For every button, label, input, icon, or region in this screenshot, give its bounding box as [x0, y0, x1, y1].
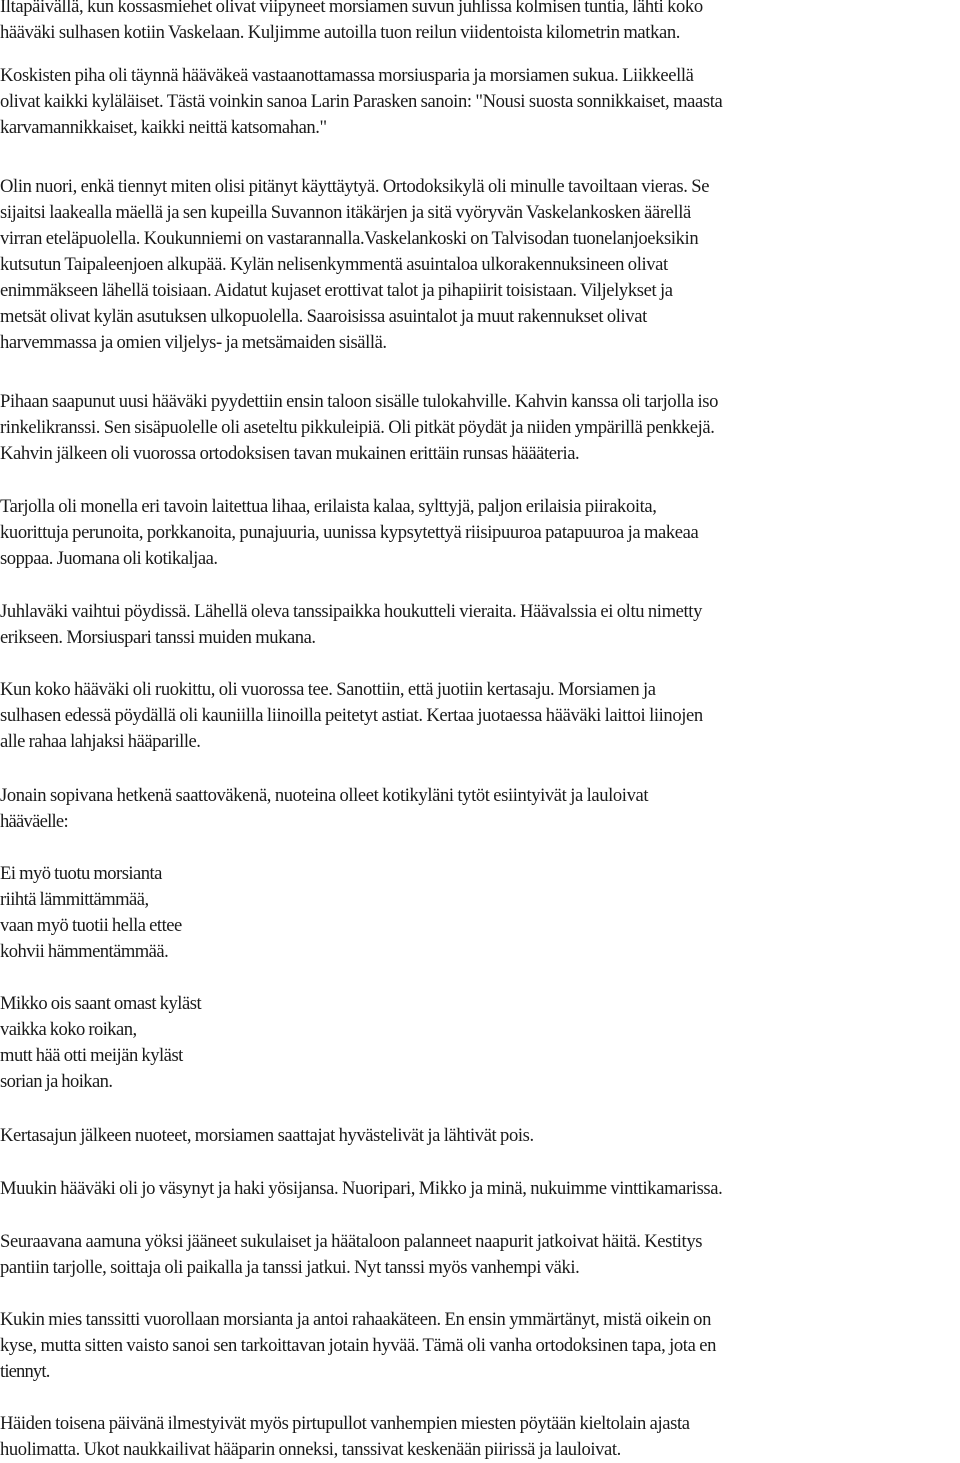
- paragraph-12: [0, 1307, 960, 1385]
- paragraph-13: [0, 1411, 960, 1463]
- text-line: metsät olivat kylän asutuksen ulkopuolella. Saaroisissa asuintalot ja muut rakennukset olivat: [0, 306, 647, 327]
- text-line: sijaitsi laakealla mäellä ja sen kupeilla Suvannon itäkärjen ja sitä vyöryvän Vaskelankosken äärellä: [0, 202, 691, 223]
- text-line: kuorittuja perunoita, porkkanoita, punajuuria, uunissa kypsytettyä riisipuuroa patapuuroa ja makeaa: [0, 522, 699, 543]
- paragraph-5: [0, 494, 960, 572]
- text-line: Tarjolla oli monella eri tavoin laitettua lihaa, erilaista kalaa, sylttyjä, paljon erilaisia piirakoita,: [0, 496, 657, 517]
- text-line: kyse, mutta sitten vaisto sanoi sen tarkoittavan jotain hyvää. Tämä oli vanha ortodoksinen tapa, jota en: [0, 1335, 716, 1356]
- text-line: soppaa. Juomana oli kotikaljaa.: [0, 548, 218, 569]
- text-line: Häiden toisena päivänä ilmestyivät myös pirtupullot vanhempien miesten pöytään kieltolain ajasta: [0, 1413, 690, 1434]
- text-line: alle rahaa lahjaksi hääparille.: [0, 731, 201, 752]
- text-line: hääväelle:: [0, 811, 68, 832]
- text-line: Seuraavana aamuna yöksi jääneet sukulaiset ja häätaloon palanneet naapurit jatkoivat häitä. Kestitys: [0, 1231, 703, 1252]
- poem-stanza-1: [0, 861, 960, 965]
- text-line: Kun koko hääväki oli ruokittu, oli vuorossa tee. Sanottiin, että juotiin kertasaju. Morsiamen ja: [0, 679, 656, 700]
- text-line: Olin nuori, enkä tiennyt miten olisi pitänyt käyttäytyä. Ortodoksikylä oli minulle tavoiltaan vieras. Se: [0, 176, 710, 197]
- text-line: rinkelikranssi. Sen sisäpuolelle oli aseteltu pikkuleipiä. Oli pitkät pöydät ja niiden ympärillä penkkejä.: [0, 417, 715, 438]
- text-line: tiennyt.: [0, 1361, 50, 1382]
- poem-stanza-2: [0, 991, 960, 1095]
- text-line: Juhlaväki vaihtui pöydissä. Lähellä oleva tanssipaikka houkutteli vieraita. Häävalssia ei oltu nimetty: [0, 601, 702, 622]
- text-line: Pihaan saapunut uusi hääväki pyydettiin ensin taloon sisälle tulokahville. Kahvin kanssa oli tarjolla iso: [0, 391, 719, 412]
- poem-line: sorian ja hoikan.: [0, 1071, 113, 1092]
- paragraph-2: [0, 63, 960, 141]
- text-line: pantiin tarjolle, soittaja oli paikalla ja tanssi jatkui. Nyt tanssi myös vanhempi väki.: [0, 1257, 580, 1278]
- text-line: olivat kaikki kyläläiset. Tästä voinkin sanoa Larin Parasken sanoin: "Nousi suosta sonnikkaiset, maasta: [0, 91, 723, 112]
- poem-line: kohvii hämmentämmää.: [0, 941, 169, 962]
- paragraph-10: [0, 1176, 960, 1202]
- paragraph-1: [0, 0, 960, 46]
- text-line: sulhasen edessä pöydällä oli kauniilla liinoilla peitetyt astiat. Kertaa juotaessa hääväki laittoi liinojen: [0, 705, 703, 726]
- text-line: Kukin mies tanssitti vuorollaan morsianta ja antoi rahaakäteen. En ensin ymmärtänyt, mistä oikein on: [0, 1309, 711, 1330]
- text-line: Iltapäivällä, kun kossasmiehet olivat viipyneet morsiamen suvun juhlissa kolmisen tuntia, lähti koko: [0, 0, 703, 17]
- text-line: hääväki sulhasen kotiin Vaskelaan. Kuljimme autoilla tuon reilun viidentoista kilometrin matkan.: [0, 22, 680, 43]
- text-line: karvamannikkaiset, kaikki neittä katsomahan.": [0, 117, 327, 138]
- paragraph-6: [0, 599, 960, 651]
- paragraph-11: [0, 1229, 960, 1281]
- poem-line: Mikko ois saant omast kyläst: [0, 993, 202, 1014]
- paragraph-9: [0, 1123, 960, 1149]
- paragraph-4: [0, 389, 960, 467]
- text-line: virran eteläpuolella. Koukunniemi on vastarannalla.Vaskelankoski on Talvisodan tuonelanjoeksikin: [0, 228, 699, 249]
- paragraph-8: [0, 783, 960, 835]
- poem-line: riihtä lämmittämmää,: [0, 889, 149, 910]
- text-line: kutsutun Taipaleenjoen alkupää. Kylän nelisenkymmentä asuintaloa ulkorakennuksineen olivat: [0, 254, 668, 275]
- text-line: huolimatta. Ukot naukkailivat hääparin onneksi, tanssivat keskenään piirissä ja lauloivat.: [0, 1439, 621, 1460]
- text-line: enimmäkseen lähellä toisiaan. Aidatut kujaset erottivat talot ja pihapiirit toisistaan. Viljelykset ja: [0, 280, 673, 301]
- text-line: harvemmassa ja omien viljelys- ja metsämaiden sisällä.: [0, 332, 387, 353]
- text-line: Jonain sopivana hetkenä saattoväkenä, nuoteina olleet kotikyläni tytöt esiintyivät ja lauloivat: [0, 785, 649, 806]
- text-line: Kertasajun jälkeen nuoteet, morsiamen saattajat hyvästelivät ja lähtivät pois.: [0, 1125, 534, 1146]
- text-line: Koskisten piha oli täynnä hääväkeä vastaanottamassa morsiusparia ja morsiamen sukua. Liikkeellä: [0, 65, 694, 86]
- poem-line: mutt hää otti meijän kyläst: [0, 1045, 183, 1066]
- poem-line: vaan myö tuotii hella ettee: [0, 915, 182, 936]
- text-line: Kahvin jälkeen oli vuorossa ortodoksisen tavan mukainen erittäin runsas häääteria.: [0, 443, 580, 464]
- paragraph-3: [0, 174, 960, 356]
- poem-line: Ei myö tuotu morsianta: [0, 863, 162, 884]
- text-line: erikseen. Morsiuspari tanssi muiden mukana.: [0, 627, 316, 648]
- text-line: Muukin hääväki oli jo väsynyt ja haki yösijansa. Nuoripari, Mikko ja minä, nukuimme vinttikamarissa.: [0, 1178, 723, 1199]
- poem-line: vaikka koko roikan,: [0, 1019, 137, 1040]
- paragraph-7: [0, 677, 960, 755]
